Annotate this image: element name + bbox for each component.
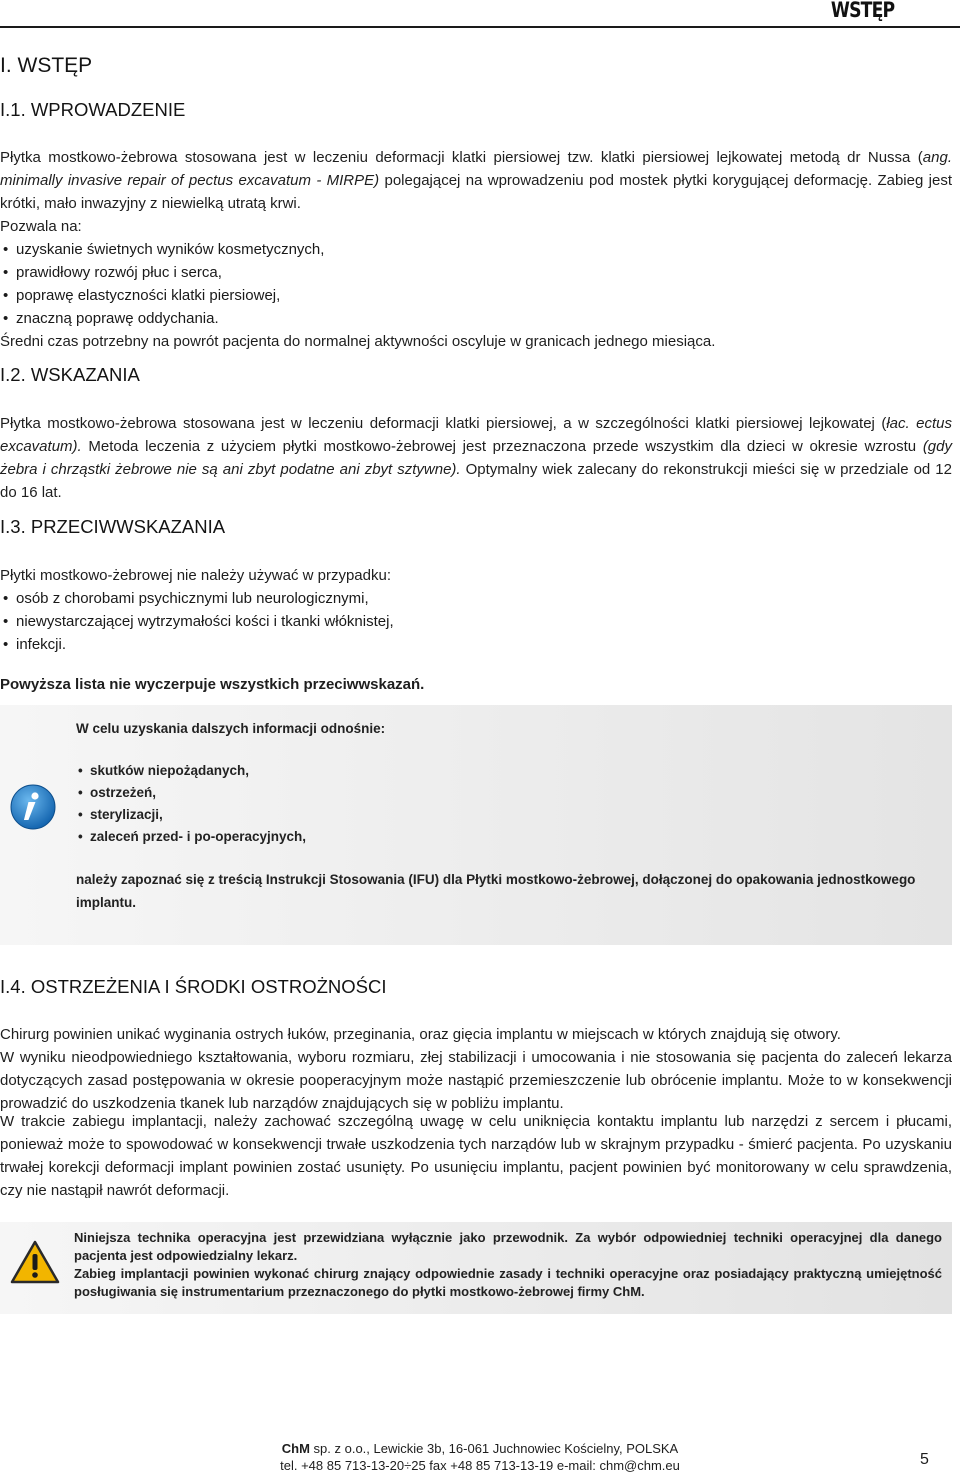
page-header <box>0 0 960 28</box>
section-title-wskazania: I.2. WSKAZANIA <box>0 364 140 385</box>
info-list <box>76 760 306 848</box>
list-item: • uzyskanie świetnych wyników kosmetycznych, <box>0 238 324 261</box>
recovery-text: Średni czas potrzebny na powrót pacjenta do normalnej aktywności oscyluje w granicach jednego miesiąca. <box>0 333 716 350</box>
warnings-p1: Chirurg powinien unikać wyginania ostrych łuków, przeginania, oraz gięcia implantu w miejscach w których znajdują się otwory. <box>0 1026 841 1043</box>
list-item: • skutków niepożądanych, <box>76 760 306 782</box>
header-title: WSTĘP <box>830 0 894 22</box>
header-rule <box>0 26 960 28</box>
info-box <box>0 705 952 945</box>
list-item: • sterylizacji, <box>76 804 306 826</box>
footer-address-text: sp. z o.o., Lewickie 3b, 16-061 Juchnowiec Kościelny, POLSKA <box>309 1441 679 1456</box>
list-item: • znaczną poprawę oddychania. <box>0 307 324 330</box>
contra-list <box>0 587 394 656</box>
page-number: 5 <box>920 1451 929 1468</box>
intro-text-italic: ang. minimally invasive repair of pectus excavatum - MIRPE) <box>0 149 952 189</box>
list-item: • zaleceń przed- i po-operacyjnych, <box>76 826 306 848</box>
list-item: • ostrzeżeń, <box>76 782 306 804</box>
indications-paragraph <box>0 412 952 504</box>
warnings-p3: W trakcie zabiegu implantacji, należy zachować szczególną uwagę w celu uniknięcia kontaktu implantu lub narzędzi z sercem i płucami, ponieważ może to spowodować w konsekwencji trwałe uszkodzenia tych narządów lub w skrajnym przypadku - śmierć pacjenta. Po uzyskaniu trwałej korekcji deformacji implant powinien zostać usunięty. Po usunięciu implantu, pacjent powinien być monitorowany w celu sprawdzenia, czy nie nastąpił nawrót deformacji. <box>0 1113 952 1199</box>
section-title-wprowadzenie: I.1. WPROWADZENIE <box>0 99 186 120</box>
intro-text-a: Płytka mostkowo-żebrowa stosowana jest w leczeniu deformacji klatki piersiowej tzw. klatki piersiowej lejkowatej metodą dr Nussa ( <box>0 149 923 166</box>
list-item: • infekcji. <box>0 633 394 656</box>
list-item: • niewystarczającej wytrzymałości kości i tkanki włóknistej, <box>0 610 394 633</box>
indications-text-c: Optymalny wiek zalecany do rekonstrukcji mieści się w przedziale od 12 do 16 lat. <box>0 461 952 501</box>
section-title-ostrzezenia: I.4. OSTRZEŻENIA I ŚRODKI OSTROŻNOŚCI <box>0 976 387 997</box>
warning-text-2: Zabieg implantacji powinien wykonać chirurg znający odpowiednie zasady i techniki operacyjne oraz posiadający praktyczną umiejętność posługiwania się instrumentarium przeznaczonego do płytki mostkowo-żebrowej firmy ChM. <box>74 1266 942 1299</box>
warning-text-1: Niniejsza technika operacyjna jest przewidziana wyłącznie jako przewodnik. Za wybór odpowiedniej techniki operacyjnej dla danego pacjenta jest odpowiedzialny lekarz. <box>74 1230 942 1263</box>
list-item: • poprawę elastyczności klatki piersiowej, <box>0 284 324 307</box>
indications-text-a: Płytka mostkowo-żebrowa stosowana jest w leczeniu deformacji klatki piersiowej, a w szczególności klatki piersiowej lejkowatej ( <box>0 415 887 432</box>
benefits-list <box>0 238 324 330</box>
info-icon <box>10 784 56 830</box>
list-item: • prawidłowy rozwój płuc i serca, <box>0 261 324 284</box>
indications-text-italic1: łac. ectus excavatum). <box>0 415 952 455</box>
intro-paragraph <box>0 146 952 215</box>
intro-text-b: polegającej na wprowadzeniu pod mostek płytki korygującej deformację. Zabieg jest krótki, mało inwazyjny z niewielką utratą krwi. <box>0 172 953 212</box>
indications-text-b: Metoda leczenia z użyciem płytki mostkowo-żebrowej jest przeznaczona przede wszystkim dla dzieci w okresie wzrostu <box>81 438 923 455</box>
indications-text-italic2: (gdy żebra i chrząstki żebrowe nie są ani zbyt podatne ani zbyt sztywne). <box>0 438 952 478</box>
section-title-przeciwwskazania: I.3. PRZECIWWSKAZANIA <box>0 516 226 537</box>
warning-box <box>0 1222 952 1314</box>
info-text: należy zapoznać się z treścią Instrukcji Stosowania (IFU) dla Płytki mostkowo-żebrowej, dołączonej do opakowania jednostkowego implantu. <box>76 872 916 910</box>
footer-company: ChM <box>281 1441 310 1456</box>
info-title: W celu uzyskania dalszych informacji odnośnie: <box>76 721 386 736</box>
pozwala-label: Pozwala na: <box>0 218 82 235</box>
warning-text <box>74 1229 942 1301</box>
list-item: • osób z chorobami psychicznymi lub neurologicznymi, <box>0 587 394 610</box>
footer-contact: tel. +48 85 713-13-20÷25 fax +48 85 713-13-19 e-mail: chm@chm.eu <box>280 1458 680 1473</box>
footer-address <box>0 1441 960 1456</box>
warning-icon <box>10 1240 60 1284</box>
contra-intro: Płytki mostkowo-żebrowej nie należy używać w przypadku: <box>0 567 391 584</box>
contra-note: Powyższa lista nie wyczerpuje wszystkich przeciwwskazań. <box>0 676 425 693</box>
chapter-title: I. WSTĘP <box>0 54 93 77</box>
warnings-p2: W wyniku nieodpowiedniego kształtowania, wyboru rozmiaru, złej stabilizacji i umocowania i nie stosowania się pacjenta do zaleceń lekarza dotyczących zasad postępowania w okresie pooperacyjnym może nastąpić przemieszczenie lub obrócenie implantu. Może to w konsekwencji prowadzić do uszkodzenia tkanek lub narządów znajdujących się w pobliżu implantu. <box>0 1049 952 1112</box>
